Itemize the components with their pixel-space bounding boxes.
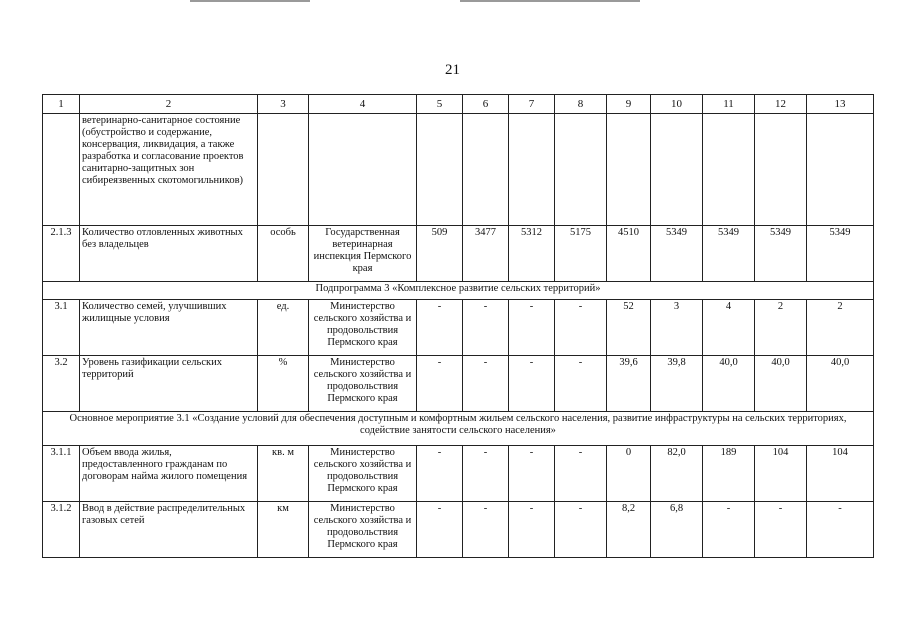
scan-edge-line [460,0,640,2]
column-header: 8 [555,95,607,114]
page-number: 21 [445,62,460,78]
indicator-value [651,114,703,226]
indicator-value [509,114,555,226]
indicator-value: 40,0 [755,356,807,412]
row-number: 3.1 [43,300,80,356]
unit-of-measure: особь [258,226,309,282]
indicator-value: 3 [651,300,703,356]
indicator-value: - [807,502,874,558]
column-header: 3 [258,95,309,114]
indicator-value: 5175 [555,226,607,282]
indicator-value [417,114,463,226]
table-row [43,300,874,356]
section-heading: Основное мероприятие 3.1 «Создание условий для обеспечения доступным и комфортным жильем сельского населения, развитие инфраструктуры на сельских территориях, содействие занятости сельского населения» [43,412,874,446]
indicator-value [607,114,651,226]
row-number: 3.2 [43,356,80,412]
table-header-row [43,95,874,114]
indicator-value: 104 [807,446,874,502]
column-header: 7 [509,95,555,114]
indicator-value: 5349 [651,226,703,282]
indicator-value: 52 [607,300,651,356]
indicator-value: 40,0 [807,356,874,412]
indicator-value: - [703,502,755,558]
indicator-value: 3477 [463,226,509,282]
indicator-value: 104 [755,446,807,502]
column-header: 10 [651,95,703,114]
column-header: 2 [80,95,258,114]
column-header: 13 [807,95,874,114]
column-header: 9 [607,95,651,114]
indicator-value: - [509,446,555,502]
indicator-value: 82,0 [651,446,703,502]
indicator-value: - [463,446,509,502]
column-header: 12 [755,95,807,114]
indicator-value: - [509,356,555,412]
indicator-value: - [555,502,607,558]
section-heading: Подпрограмма 3 «Комплексное развитие сельских территорий» [43,282,874,300]
indicator-table [42,94,874,558]
indicator-value: 5312 [509,226,555,282]
table-row [43,502,874,558]
indicator-value: - [509,300,555,356]
indicator-value: - [463,356,509,412]
indicator-name: Количество отловленных животных без владельцев [80,226,258,282]
table-row [43,114,874,226]
table-row [43,226,874,282]
table-row [43,446,874,502]
indicator-value: - [755,502,807,558]
indicator-value: - [417,446,463,502]
indicator-value: 4510 [607,226,651,282]
indicator-value: 5349 [755,226,807,282]
unit-of-measure: % [258,356,309,412]
indicator-value: 0 [607,446,651,502]
indicator-value: - [417,300,463,356]
responsible-organization: Министерство сельского хозяйства и продовольствия Пермского края [309,446,417,502]
scan-edge-line [190,0,310,2]
column-header: 5 [417,95,463,114]
indicator-value: 6,8 [651,502,703,558]
column-header: 4 [309,95,417,114]
indicator-value: - [417,502,463,558]
indicator-value: 2 [755,300,807,356]
indicator-value [555,114,607,226]
responsible-organization [309,114,417,226]
responsible-organization: Министерство сельского хозяйства и продовольствия Пермского края [309,356,417,412]
responsible-organization: Министерство сельского хозяйства и продовольствия Пермского края [309,502,417,558]
indicator-value [755,114,807,226]
row-number: 2.1.3 [43,226,80,282]
indicator-value: 40,0 [703,356,755,412]
row-number: 3.1.1 [43,446,80,502]
column-header: 11 [703,95,755,114]
column-header: 6 [463,95,509,114]
indicator-value: - [555,300,607,356]
unit-of-measure: кв. м [258,446,309,502]
indicator-value: 39,6 [607,356,651,412]
indicator-value: - [463,300,509,356]
responsible-organization: Министерство сельского хозяйства и продовольствия Пермского края [309,300,417,356]
unit-of-measure: км [258,502,309,558]
indicator-name: ветеринарно-санитарное состояние (обустройство и содержание, консервация, ликвидация, а также разработка и согласование проектов санитарно-защитных зон сибиреязвенных скотомогильников) [80,114,258,226]
indicator-name: Количество семей, улучшивших жилищные условия [80,300,258,356]
responsible-organization: Государственная ветеринарная инспекция Пермского края [309,226,417,282]
row-number [43,114,80,226]
indicator-value [807,114,874,226]
unit-of-measure [258,114,309,226]
indicator-value: 189 [703,446,755,502]
indicator-value: 2 [807,300,874,356]
indicator-name: Ввод в действие распределительных газовых сетей [80,502,258,558]
indicator-value: - [555,356,607,412]
indicator-value: 5349 [703,226,755,282]
indicator-value: - [509,502,555,558]
unit-of-measure: ед. [258,300,309,356]
indicator-value [463,114,509,226]
row-number: 3.1.2 [43,502,80,558]
indicator-value: - [555,446,607,502]
section-heading-row [43,282,874,300]
indicator-value: 509 [417,226,463,282]
indicator-value [703,114,755,226]
indicator-value: 5349 [807,226,874,282]
indicator-value: 4 [703,300,755,356]
indicator-name: Уровень газификации сельских территорий [80,356,258,412]
column-header: 1 [43,95,80,114]
indicator-name: Объем ввода жилья, предоставленного гражданам по договорам найма жилого помещения [80,446,258,502]
indicator-value: 8,2 [607,502,651,558]
indicator-value: - [417,356,463,412]
table-row [43,356,874,412]
indicator-value: 39,8 [651,356,703,412]
indicator-value: - [463,502,509,558]
section-heading-row [43,412,874,446]
